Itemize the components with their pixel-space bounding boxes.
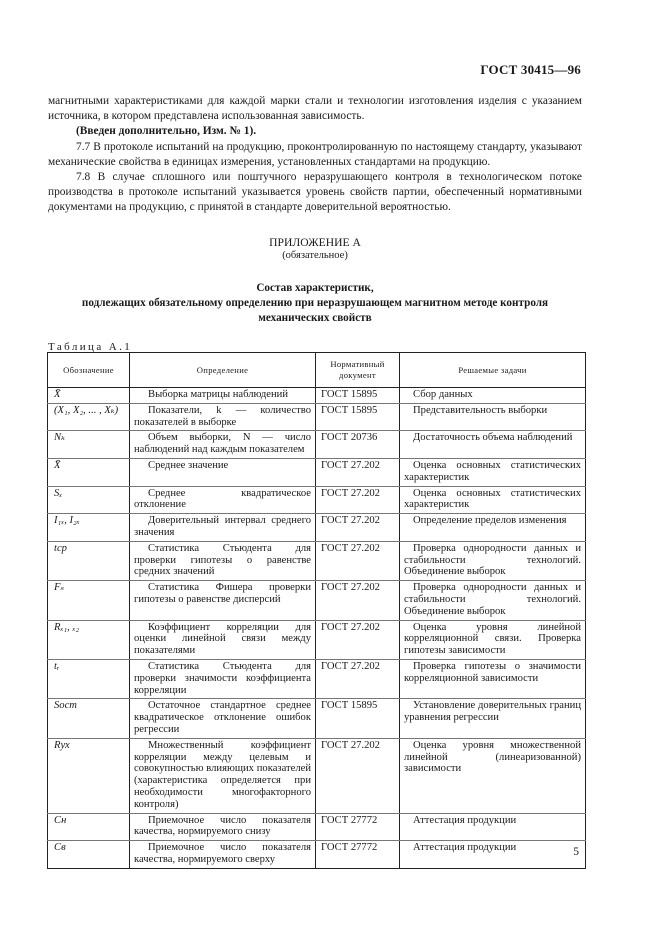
column-header-symbol: Обозначение <box>48 353 130 388</box>
cell-symbol: Nₖ <box>48 431 130 459</box>
cell-symbol: Sост <box>48 699 130 738</box>
cell-definition: Выборка матрицы наблюдений <box>130 388 316 404</box>
cell-document: ГОСТ 27.202 <box>316 541 400 580</box>
cell-document: ГОСТ 27772 <box>316 841 400 869</box>
cell-symbol: Sₓ <box>48 486 130 514</box>
cell-document: ГОСТ 15895 <box>316 388 400 404</box>
cell-document: ГОСТ 27.202 <box>316 581 400 620</box>
cell-symbol: Cв <box>48 841 130 869</box>
cell-symbol: Rₓ₁, ₓ₂ <box>48 620 130 659</box>
cell-definition: Статистика Фишера проверки гипотезы о равенстве дисперсий <box>130 581 316 620</box>
cell-document: ГОСТ 27772 <box>316 813 400 841</box>
cell-symbol: Fₛ <box>48 581 130 620</box>
appendix-subtitle: (обязательное) <box>282 250 348 261</box>
cell-task: Аттестация продукции <box>400 813 586 841</box>
cell-document: ГОСТ 15895 <box>316 699 400 738</box>
cell-document: ГОСТ 27.202 <box>316 458 400 486</box>
body-text <box>48 94 582 216</box>
column-header-definition: Определение <box>130 353 316 388</box>
table-row <box>48 841 586 869</box>
appendix-title-block <box>48 236 582 262</box>
table-row <box>48 514 586 542</box>
cell-task: Оценка уровня множественной линейной (линеаризованной) зависимости <box>400 738 586 813</box>
appendix-heading-line: механических свойств <box>258 312 372 324</box>
table-row <box>48 458 586 486</box>
table-row <box>48 659 586 698</box>
paragraph: 7.7 В протоколе испытаний на продукцию, проконтролированную по настоящему стандарту, указывают механические свойства в единицах измерения, установленных стандартами на продукцию. <box>48 140 582 168</box>
column-header-tasks: Решаемые задачи <box>400 353 586 388</box>
table-row <box>48 541 586 580</box>
appendix-heading-line: Состав характеристик, <box>256 282 374 294</box>
cell-task: Оценка основных статистических характеристик <box>400 486 586 514</box>
table-header-row <box>48 353 586 388</box>
cell-definition: Множественный коэффициент корреляции между целевым и совокупностью влияющих показателей (характеристика определяется при необходимости многофакторного контроля) <box>130 738 316 813</box>
cell-task: Проверка однородности данных и стабильности технологий. Объединение выборок <box>400 581 586 620</box>
cell-symbol: tᵣ <box>48 659 130 698</box>
appendix-title: ПРИЛОЖЕНИЕ А <box>269 236 361 249</box>
appendix-heading <box>48 281 582 326</box>
cell-document: ГОСТ 27.202 <box>316 514 400 542</box>
table-row <box>48 738 586 813</box>
cell-symbol: (X₁, X₂, ... , Xₖ) <box>48 403 130 431</box>
cell-document: ГОСТ 27.202 <box>316 620 400 659</box>
table-row <box>48 486 586 514</box>
cell-task: Определение пределов изменения <box>400 514 586 542</box>
cell-document: ГОСТ 15895 <box>316 403 400 431</box>
cell-task: Аттестация продукции <box>400 841 586 869</box>
cell-definition: Среднее значение <box>130 458 316 486</box>
paragraph: (Введен дополнительно, Изм. № 1). <box>76 125 257 138</box>
cell-definition: Статистика Стьюдента для проверки гипотезы о равенстве средних значений <box>130 541 316 580</box>
cell-task: Установление доверительных границ уравнения регрессии <box>400 699 586 738</box>
cell-task: Проверка гипотезы о значимости корреляционной зависимости <box>400 659 586 698</box>
appendix-heading-line: подлежащих обязательному определению при неразрушающем магнитном методе контроля <box>81 297 549 309</box>
cell-symbol: tср <box>48 541 130 580</box>
cell-definition: Среднее квадратическое отклонение <box>130 486 316 514</box>
cell-task: Сбор данных <box>400 388 586 404</box>
cell-definition: Остаточное стандартное среднее квадратическое отклонение ошибок регрессии <box>130 699 316 738</box>
page-number: 5 <box>573 846 579 858</box>
cell-task: Представительность выборки <box>400 403 586 431</box>
paragraph: 7.8 В случае сплошного или поштучного неразрушающего контроля в технологическом потоке производства в протоколе испытаний указывается уровень свойств партии, обеспеченный нормативными документами на продукцию, с принятой в стандарте доверительной вероятностью. <box>48 171 582 214</box>
table-row <box>48 620 586 659</box>
column-header-document: Нормативный документ <box>316 353 400 388</box>
table-label: Таблица А.1 <box>48 341 133 353</box>
cell-symbol: X̄ <box>48 458 130 486</box>
document-code: ГОСТ 30415—96 <box>480 62 581 77</box>
cell-definition: Доверительный интервал среднего значения <box>130 514 316 542</box>
table-row <box>48 403 586 431</box>
characteristics-table <box>47 352 586 869</box>
cell-task: Оценка основных статистических характеристик <box>400 458 586 486</box>
cell-task: Проверка однородности данных и стабильности технологий. Объединение выборок <box>400 541 586 580</box>
cell-document: ГОСТ 27.202 <box>316 738 400 813</box>
table-row <box>48 431 586 459</box>
cell-definition: Объем выборки, N — число наблюдений над каждым показателем <box>130 431 316 459</box>
cell-task: Достаточность объема наблюдений <box>400 431 586 459</box>
table-row <box>48 388 586 404</box>
table-row <box>48 813 586 841</box>
table-row <box>48 699 586 738</box>
cell-task: Оценка уровня линейной корреляционной связи. Проверка гипотезы зависимости <box>400 620 586 659</box>
cell-document: ГОСТ 20736 <box>316 431 400 459</box>
cell-symbol: X̄ <box>48 388 130 404</box>
table-row <box>48 581 586 620</box>
cell-definition: Коэффициент корреляции для оценки линейной связи между показателями <box>130 620 316 659</box>
cell-symbol: Rух <box>48 738 130 813</box>
cell-document: ГОСТ 27.202 <box>316 659 400 698</box>
cell-definition: Статистика Стьюдента для проверки значимости коэффициента корреляции <box>130 659 316 698</box>
paragraph: магнитными характеристиками для каждой марки стали и технологии изготовления изделия с указанием источника, в котором представлена использованная зависимость. <box>48 95 582 123</box>
cell-definition: Приемочное число показателя качества, нормируемого снизу <box>130 813 316 841</box>
cell-symbol: Cн <box>48 813 130 841</box>
cell-symbol: I₁ₓ, I₂ₓ <box>48 514 130 542</box>
cell-document: ГОСТ 27.202 <box>316 486 400 514</box>
cell-definition: Показатели, k — количество показателей в выборке <box>130 403 316 431</box>
cell-definition: Приемочное число показателя качества, нормируемого сверху <box>130 841 316 869</box>
